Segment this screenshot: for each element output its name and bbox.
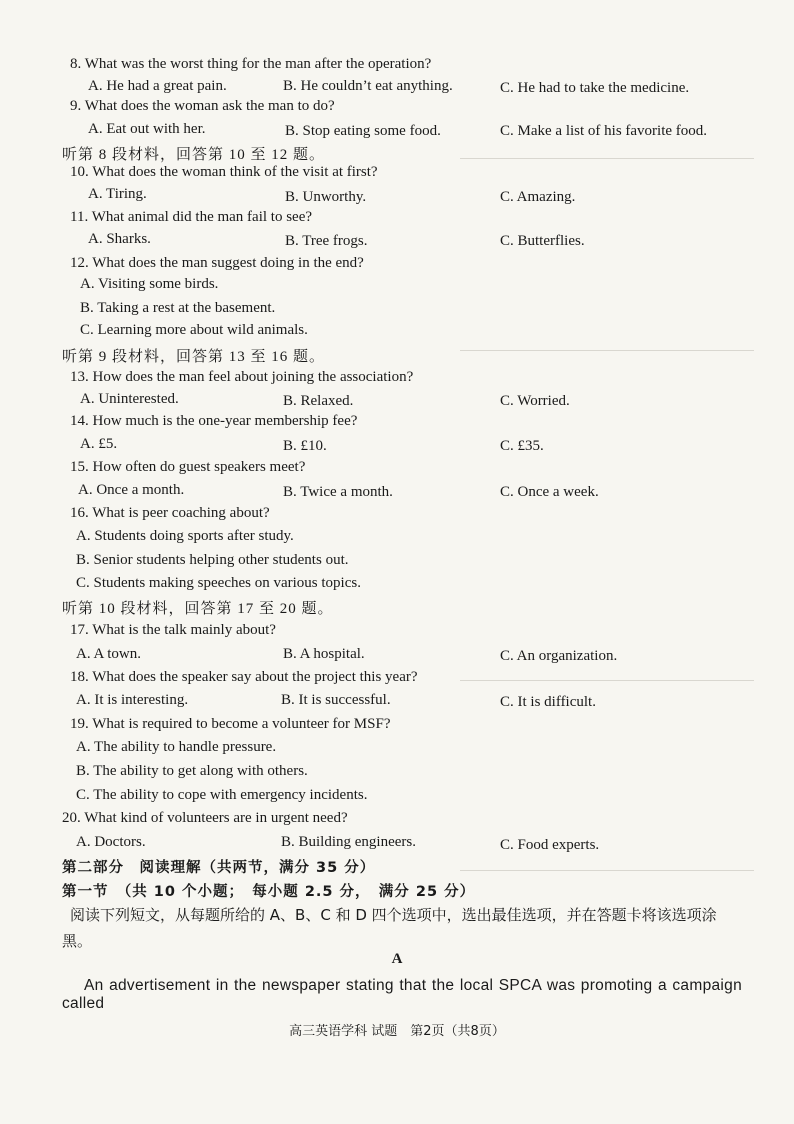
question-17: 17. What is the talk mainly about? xyxy=(70,622,276,638)
option-13a[interactable]: A. Uninterested. xyxy=(80,391,179,407)
question-18: 18. What does the speaker say about the project this year? xyxy=(70,669,418,685)
question-19: 19. What is required to become a volunteer for MSF? xyxy=(70,716,391,732)
option-14a[interactable]: A. £5. xyxy=(80,436,118,452)
option-12b[interactable]: B. Taking a rest at the basement. xyxy=(80,300,276,316)
option-8b[interactable]: B. He couldn’t eat anything. xyxy=(283,78,453,94)
option-9b[interactable]: B. Stop eating some food. xyxy=(285,123,441,139)
page-footer: 高三英语学科 试题 第2页（共8页） xyxy=(289,1024,505,1039)
option-17a[interactable]: A. A town. xyxy=(76,646,142,662)
question-15: 15. How often do guest speakers meet? xyxy=(70,459,306,475)
option-9c[interactable]: C. Make a list of his favorite food. xyxy=(500,123,708,139)
passage-first-line: An advertisement in the newspaper stating that the local SPCA was promoting a campaign called xyxy=(62,977,742,1012)
option-19b[interactable]: B. The ability to get along with others. xyxy=(76,763,308,779)
option-20a[interactable]: A. Doctors. xyxy=(76,834,146,850)
option-16c[interactable]: C. Students making speeches on various topics. xyxy=(76,575,361,591)
option-8a[interactable]: A. He had a great pain. xyxy=(88,78,227,94)
material-10-header: 听第 10 段材料，回答第 17 至 20 题。 xyxy=(62,601,334,617)
question-10: 10. What does the woman think of the visit at first? xyxy=(70,164,378,180)
option-19a[interactable]: A. The ability to handle pressure. xyxy=(76,739,277,755)
option-10a[interactable]: A. Tiring. xyxy=(88,186,147,202)
option-13b[interactable]: B. Relaxed. xyxy=(283,393,354,409)
part2-title: 第二部分 阅读理解（共两节，满分 35 分） xyxy=(62,860,376,876)
option-17c[interactable]: C. An organization. xyxy=(500,648,618,664)
option-19c[interactable]: C. The ability to cope with emergency incidents. xyxy=(76,787,368,803)
option-10b[interactable]: B. Unworthy. xyxy=(285,189,367,205)
option-10c[interactable]: C. Amazing. xyxy=(500,189,576,205)
option-20b[interactable]: B. Building engineers. xyxy=(281,834,416,850)
option-12a[interactable]: A. Visiting some birds. xyxy=(80,276,219,292)
question-14: 14. How much is the one-year membership fee? xyxy=(70,413,358,429)
question-11: 11. What animal did the man fail to see? xyxy=(70,209,313,225)
option-18c[interactable]: C. It is difficult. xyxy=(500,694,596,710)
option-17b[interactable]: B. A hospital. xyxy=(283,646,365,662)
question-16: 16. What is peer coaching about? xyxy=(70,505,270,521)
option-15b[interactable]: B. Twice a month. xyxy=(283,484,393,500)
option-11a[interactable]: A. Sharks. xyxy=(88,231,151,247)
question-9: 9. What does the woman ask the man to do? xyxy=(70,98,335,114)
option-20c[interactable]: C. Food experts. xyxy=(500,837,600,853)
option-16a[interactable]: A. Students doing sports after study. xyxy=(76,528,294,544)
option-15c[interactable]: C. Once a week. xyxy=(500,484,599,500)
passage-label: A xyxy=(391,951,403,967)
material-8-header: 听第 8 段材料，回答第 10 至 12 题。 xyxy=(62,147,326,163)
option-11c[interactable]: C. Butterflies. xyxy=(500,233,585,249)
option-11b[interactable]: B. Tree frogs. xyxy=(285,233,368,249)
question-8: 8. What was the worst thing for the man after the operation? xyxy=(70,56,432,72)
option-12c[interactable]: C. Learning more about wild animals. xyxy=(80,322,308,338)
part2-section1-title: 第一节 （共 10 个小题； 每小题 2.5 分， 满分 25 分） xyxy=(62,884,476,900)
option-18b[interactable]: B. It is successful. xyxy=(281,692,391,708)
option-8c[interactable]: C. He had to take the medicine. xyxy=(500,80,690,96)
question-13: 13. How does the man feel about joining the association? xyxy=(70,369,414,385)
option-16b[interactable]: B. Senior students helping other students out. xyxy=(76,552,349,568)
question-20: 20. What kind of volunteers are in urgent need? xyxy=(62,810,348,826)
option-14c[interactable]: C. £35. xyxy=(500,438,544,454)
option-14b[interactable]: B. £10. xyxy=(283,438,327,454)
option-15a[interactable]: A. Once a month. xyxy=(78,482,185,498)
material-9-header: 听第 9 段材料，回答第 13 至 16 题。 xyxy=(62,349,326,365)
option-9a[interactable]: A. Eat out with her. xyxy=(88,121,206,137)
question-12: 12. What does the man suggest doing in the end? xyxy=(70,255,364,271)
option-13c[interactable]: C. Worried. xyxy=(500,393,570,409)
option-18a[interactable]: A. It is interesting. xyxy=(76,692,189,708)
reading-instruction: 阅读下列短文，从每题所给的 A、B、C 和 D 四个选项中，选出最佳选项，并在答题卡将该选项涂黑。 xyxy=(62,906,717,950)
